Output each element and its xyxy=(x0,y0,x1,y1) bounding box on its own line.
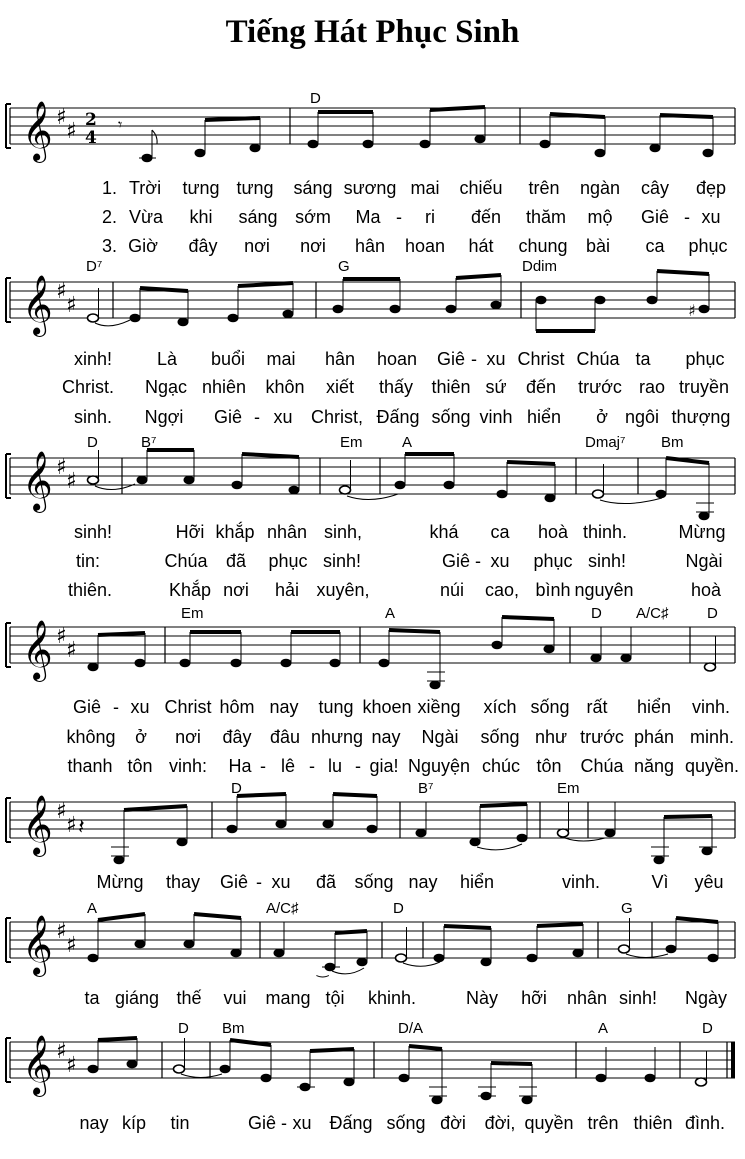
svg-text:♯: ♯ xyxy=(56,624,67,649)
lyric-syllable: hoà xyxy=(537,522,569,542)
chord-label: A/C♯ xyxy=(266,900,299,917)
svg-text:♯: ♯ xyxy=(66,1053,77,1078)
lyric-syllable: - xyxy=(396,207,402,227)
svg-text:♯: ♯ xyxy=(66,638,77,663)
lyric-syllable: khoen xyxy=(362,697,412,717)
lyric-syllable: Giê xyxy=(72,697,102,717)
lyric-syllable: buổi xyxy=(210,349,246,369)
chord-label: Bm xyxy=(222,1020,245,1037)
chord-label: G xyxy=(338,258,350,275)
chord-label: A xyxy=(402,434,413,451)
lyric-syllable: ở xyxy=(596,407,608,427)
lyric-syllable: 1. xyxy=(102,178,118,198)
lyric-syllable: sinh! xyxy=(73,522,113,542)
lyric-syllable: đẹp xyxy=(695,178,727,198)
chord-label: Em xyxy=(181,605,204,622)
lyric-syllable: sương xyxy=(343,178,397,198)
lyric-syllable: Giờ xyxy=(128,236,158,256)
lyric-syllable: trước xyxy=(578,377,622,397)
svg-text:♯: ♯ xyxy=(56,455,67,480)
lyric-syllable: Vừa xyxy=(128,207,164,227)
lyric-syllable: Ngày xyxy=(684,988,728,1008)
lyric-syllable: hoan xyxy=(376,349,418,369)
lyric-syllable: Hỡi xyxy=(175,522,205,542)
lyric-syllable: phán xyxy=(633,727,675,747)
svg-text:♯: ♯ xyxy=(56,1039,67,1064)
lyric-syllable: chúc xyxy=(481,756,521,776)
lyric-syllable: nhân xyxy=(266,522,308,542)
lyric-syllable: gia! xyxy=(369,756,399,776)
lyric-syllable: xiết xyxy=(325,377,355,397)
lyric-syllable: Ngạc xyxy=(144,377,188,397)
lyric-syllable: tôn xyxy=(127,756,153,776)
lyric-syllable: giáng xyxy=(114,988,160,1008)
lyric-syllable: đời, xyxy=(484,1113,516,1133)
svg-text:2: 2 xyxy=(85,110,97,130)
lyric-syllable: - xyxy=(256,872,262,892)
lyric-syllable: Giê xyxy=(441,551,471,571)
lyric-syllable: ngôi xyxy=(624,407,660,427)
lyric-syllable: chung xyxy=(518,236,568,256)
lyric-syllable: Giê xyxy=(436,349,466,369)
lyric-syllable: Christ xyxy=(164,697,212,717)
svg-text:𝄞: 𝄞 xyxy=(22,275,53,335)
lyric-syllable: năng xyxy=(633,756,675,776)
lyric-syllable: khôn xyxy=(265,377,305,397)
lyric-syllable: hoà xyxy=(690,580,722,600)
lyric-syllable: quyền xyxy=(524,1113,574,1133)
lyric-syllable: hân xyxy=(354,236,386,256)
svg-text:𝄞: 𝄞 xyxy=(22,795,53,855)
svg-text:♯: ♯ xyxy=(688,301,696,320)
lyric-syllable: Đấng xyxy=(329,1113,373,1133)
lyric-syllable: bài xyxy=(585,236,611,256)
chord-label: Em xyxy=(557,780,580,797)
lyric-syllable: tội xyxy=(325,988,345,1008)
lyric-syllable: đã xyxy=(225,551,247,571)
svg-text:4: 4 xyxy=(85,128,97,148)
lyric-syllable: Đấng xyxy=(376,407,420,427)
lyric-syllable: 2. xyxy=(102,207,118,227)
svg-text:𝄽: 𝄽 xyxy=(78,815,85,840)
lyric-syllable: xuyên, xyxy=(316,580,370,600)
lyric-syllable: đình. xyxy=(684,1113,726,1133)
chord-label: D xyxy=(231,780,242,797)
lyric-syllable: sinh. xyxy=(73,407,113,427)
lyric-syllable: đời xyxy=(440,1113,466,1133)
svg-text:♯: ♯ xyxy=(66,293,77,318)
music-system-2 xyxy=(0,258,745,436)
lyric-syllable: Mừng xyxy=(96,872,144,892)
lyric-syllable: Giê xyxy=(640,207,670,227)
lyric-syllable: minh. xyxy=(689,727,735,747)
chord-label: Bm xyxy=(661,434,684,451)
lyric-syllable: ngàn xyxy=(579,178,621,198)
svg-text:♯: ♯ xyxy=(56,105,67,130)
lyric-syllable: vinh. xyxy=(691,697,731,717)
chord-label: Em xyxy=(340,434,363,451)
staff-3 xyxy=(0,434,745,526)
lyric-syllable: thanh xyxy=(67,756,113,776)
lyric-syllable: sống xyxy=(386,1113,426,1133)
lyric-syllable: lê xyxy=(280,756,296,776)
lyric-syllable: nơi xyxy=(244,236,270,256)
lyric-syllable: thinh. xyxy=(582,522,628,542)
lyric-syllable: mang xyxy=(265,988,311,1008)
lyric-syllable: vinh xyxy=(479,407,513,427)
chord-label: D xyxy=(178,1020,189,1037)
lyric-syllable: sống xyxy=(431,407,471,427)
lyric-syllable: Ma xyxy=(355,207,381,227)
chord-label: A xyxy=(385,605,396,622)
lyric-syllable: cây xyxy=(640,178,670,198)
lyric-syllable: Trời xyxy=(128,178,162,198)
lyric-syllable: nay xyxy=(79,1113,109,1133)
lyric-syllable: nơi xyxy=(223,580,249,600)
lyric-syllable: cao, xyxy=(484,580,520,600)
lyric-syllable: hải xyxy=(274,580,300,600)
lyric-syllable: Giê xyxy=(213,407,243,427)
lyric-syllable: - xyxy=(309,756,315,776)
lyric-syllable: vinh. xyxy=(561,872,601,892)
lyric-syllable: sáng xyxy=(238,207,278,227)
chord-label: Ddim xyxy=(522,258,558,275)
lyric-syllable: hân xyxy=(324,349,356,369)
lyric-syllable: phục xyxy=(685,349,725,369)
lyric-syllable: - xyxy=(260,756,266,776)
lyric-syllable: nay xyxy=(371,727,401,747)
lyric-syllable: đã xyxy=(315,872,337,892)
lyric-syllable: ta xyxy=(84,988,100,1008)
lyric-syllable: tưng xyxy=(236,178,274,198)
svg-text:𝄞: 𝄞 xyxy=(22,1035,53,1095)
lyric-syllable: 3. xyxy=(102,236,118,256)
lyric-syllable: nơi xyxy=(300,236,326,256)
chord-label: D⁷ xyxy=(86,258,103,275)
chord-label: A xyxy=(87,900,98,917)
svg-text:♯: ♯ xyxy=(66,119,77,144)
chord-label: A/C♯ xyxy=(636,605,669,622)
chord-label: D xyxy=(591,605,602,622)
lyric-syllable: Ngợi xyxy=(144,407,184,427)
svg-text:𝄞: 𝄞 xyxy=(22,451,53,511)
lyric-syllable: xu xyxy=(292,1113,312,1133)
lyric-syllable: thay xyxy=(165,872,201,892)
lyric-syllable: hôm xyxy=(219,697,255,717)
lyric-syllable: thăm xyxy=(525,207,567,227)
lyric-syllable: - xyxy=(254,407,260,427)
lyric-syllable: Chúa xyxy=(580,756,624,776)
lyric-syllable: xích xyxy=(483,697,517,717)
lyric-syllable: tôn xyxy=(536,756,562,776)
lyric-syllable: đến xyxy=(525,377,557,397)
chord-label: B⁷ xyxy=(418,780,434,797)
lyric-syllable: Ngài xyxy=(685,551,723,571)
music-system-3 xyxy=(0,434,745,604)
lyric-syllable: hát xyxy=(468,236,494,256)
chord-label: D xyxy=(702,1020,713,1037)
lyric-syllable: Christ, xyxy=(310,407,364,427)
lyric-syllable: mai xyxy=(266,349,296,369)
lyric-syllable: kíp xyxy=(121,1113,147,1133)
lyric-syllable: nay xyxy=(408,872,438,892)
lyric-syllable: Ha xyxy=(228,756,252,776)
lyric-syllable: thế xyxy=(176,988,202,1008)
lyric-syllable: xu xyxy=(701,207,721,227)
lyric-syllable: phục xyxy=(533,551,573,571)
music-system-1 xyxy=(0,90,745,262)
lyric-syllable: ca xyxy=(645,236,665,256)
staff-4 xyxy=(0,605,745,697)
svg-text:𝄞: 𝄞 xyxy=(22,915,53,975)
lyric-syllable: yêu xyxy=(694,872,724,892)
lyric-syllable: ri xyxy=(425,207,435,227)
lyric-syllable: - xyxy=(475,551,481,571)
lyric-syllable: - xyxy=(471,349,477,369)
lyric-syllable: đâu xyxy=(269,727,301,747)
lyric-syllable: chiếu xyxy=(459,178,503,198)
lyric-syllable: sống xyxy=(480,727,520,747)
lyric-syllable: trên xyxy=(528,178,560,198)
svg-text:♯: ♯ xyxy=(66,469,77,494)
lyric-syllable: thấy xyxy=(378,377,414,397)
lyric-syllable: Christ. xyxy=(61,377,115,397)
chord-label: A xyxy=(598,1020,609,1037)
lyric-syllable: sáng xyxy=(293,178,333,198)
lyric-syllable: khinh. xyxy=(367,988,417,1008)
chord-label: G xyxy=(621,900,633,917)
lyric-syllable: trên xyxy=(587,1113,619,1133)
lyric-syllable: ta xyxy=(635,349,651,369)
svg-text:♯: ♯ xyxy=(66,933,77,958)
lyric-syllable: Giê xyxy=(219,872,249,892)
lyric-syllable: xu xyxy=(271,872,291,892)
lyric-syllable: Vì xyxy=(651,872,669,892)
lyric-syllable: sinh! xyxy=(322,551,362,571)
lyric-syllable: vinh: xyxy=(168,756,208,776)
lyric-syllable: Khắp xyxy=(168,580,212,600)
lyric-syllable: phục xyxy=(268,551,308,571)
chord-label: D xyxy=(310,90,321,107)
lyric-syllable: sinh, xyxy=(323,522,363,542)
lyric-syllable: - xyxy=(684,207,690,227)
svg-text:♯: ♯ xyxy=(56,799,67,824)
lyric-syllable: nhân xyxy=(566,988,608,1008)
lyric-syllable: hoan xyxy=(404,236,446,256)
lyric-syllable: ca xyxy=(490,522,510,542)
staff-7 xyxy=(0,1018,745,1112)
chord-label: Dmaj⁷ xyxy=(585,434,626,451)
lyric-syllable: truyền xyxy=(678,377,730,397)
lyric-syllable: núi xyxy=(439,580,465,600)
lyric-syllable: tin: xyxy=(75,551,101,571)
lyric-syllable: xu xyxy=(486,349,506,369)
lyric-syllable: hiển xyxy=(526,407,562,427)
lyric-syllable: đến xyxy=(470,207,502,227)
lyric-syllable: không xyxy=(66,727,116,747)
lyric-syllable: hỡi xyxy=(521,988,547,1008)
lyric-syllable: Chúa xyxy=(164,551,208,571)
lyric-syllable: - xyxy=(113,697,119,717)
staff-5 xyxy=(0,780,745,872)
svg-text:♯: ♯ xyxy=(56,919,67,944)
svg-text:‿: ‿ xyxy=(317,962,329,978)
lyric-syllable: tin xyxy=(170,1113,190,1133)
lyric-syllable: hiển xyxy=(459,872,495,892)
lyric-syllable: mai xyxy=(410,178,440,198)
lyric-syllable: xiềng xyxy=(417,697,461,717)
svg-text:𝄞: 𝄞 xyxy=(22,101,53,161)
lyric-syllable: Nguyện xyxy=(407,756,471,776)
lyric-syllable: đây xyxy=(188,236,218,256)
lyric-syllable: Chúa xyxy=(576,349,620,369)
music-system-6 xyxy=(0,900,745,1020)
lyric-syllable: thiên. xyxy=(67,580,113,600)
music-system-5 xyxy=(0,780,745,898)
lyric-syllable: xinh! xyxy=(73,349,113,369)
lyric-syllable: sống xyxy=(354,872,394,892)
chord-label: D xyxy=(87,434,98,451)
staff-2 xyxy=(0,258,745,358)
lyric-syllable: hiển xyxy=(636,697,672,717)
lyric-syllable: như xyxy=(534,727,568,747)
lyric-syllable: nhưng xyxy=(310,727,364,747)
lyric-syllable: sinh! xyxy=(587,551,627,571)
svg-text:♯: ♯ xyxy=(66,813,77,838)
lyric-syllable: ở xyxy=(135,727,147,747)
lyric-syllable: sớm xyxy=(295,207,331,227)
staff-6 xyxy=(0,900,745,992)
lyric-syllable: nơi xyxy=(175,727,201,747)
svg-text:♯: ♯ xyxy=(56,279,67,304)
lyric-syllable: tưng xyxy=(182,178,220,198)
lyric-syllable: - xyxy=(281,1113,287,1133)
lyric-syllable: đây xyxy=(222,727,252,747)
lyric-syllable: quyền. xyxy=(684,756,740,776)
lyric-syllable: xu xyxy=(130,697,150,717)
chord-label: D xyxy=(707,605,718,622)
lyric-syllable: Giê xyxy=(247,1113,277,1133)
lyric-syllable: thượng xyxy=(671,407,731,427)
lyric-syllable: nhiên xyxy=(201,377,247,397)
lyric-syllable: mộ xyxy=(587,207,613,227)
lyric-syllable: - xyxy=(355,756,361,776)
lyric-syllable: phục xyxy=(688,236,728,256)
lyric-syllable: trước xyxy=(580,727,624,747)
lyric-syllable: xu xyxy=(490,551,510,571)
lyric-syllable: lu xyxy=(327,756,343,776)
lyric-syllable: tung xyxy=(318,697,354,717)
chord-label: D xyxy=(393,900,404,917)
lyric-syllable: xu xyxy=(273,407,293,427)
lyric-syllable: thiên xyxy=(431,377,471,397)
music-system-4 xyxy=(0,605,745,785)
lyric-syllable: Mừng xyxy=(678,522,726,542)
chord-label: B⁷ xyxy=(141,434,157,451)
lyric-syllable: rất xyxy=(586,697,608,717)
lyric-syllable: vui xyxy=(223,988,247,1008)
song-title: Tiếng Hát Phục Sinh xyxy=(225,14,520,50)
svg-text:𝄞: 𝄞 xyxy=(22,620,53,680)
lyric-syllable: sứ xyxy=(485,377,507,397)
lyric-syllable: nay xyxy=(269,697,299,717)
lyric-syllable: sinh! xyxy=(618,988,658,1008)
svg-text:𝄾: 𝄾 xyxy=(118,115,123,134)
lyric-syllable: Ngài xyxy=(421,727,459,747)
lyric-syllable: khá xyxy=(429,522,459,542)
lyric-syllable: Christ xyxy=(517,349,565,369)
lyric-syllable: sống xyxy=(530,697,570,717)
music-system-7 xyxy=(0,1018,745,1158)
lyric-syllable: rao xyxy=(638,377,666,397)
chord-label: D/A xyxy=(398,1020,424,1037)
lyric-syllable: Này xyxy=(465,988,499,1008)
lyric-syllable: bình xyxy=(535,580,571,600)
lyric-syllable: thiên xyxy=(633,1113,673,1133)
lyric-syllable: khi xyxy=(189,207,213,227)
lyric-syllable: Là xyxy=(156,349,178,369)
lyric-syllable: nguyên xyxy=(574,580,634,600)
lyric-syllable: khắp xyxy=(215,522,255,542)
